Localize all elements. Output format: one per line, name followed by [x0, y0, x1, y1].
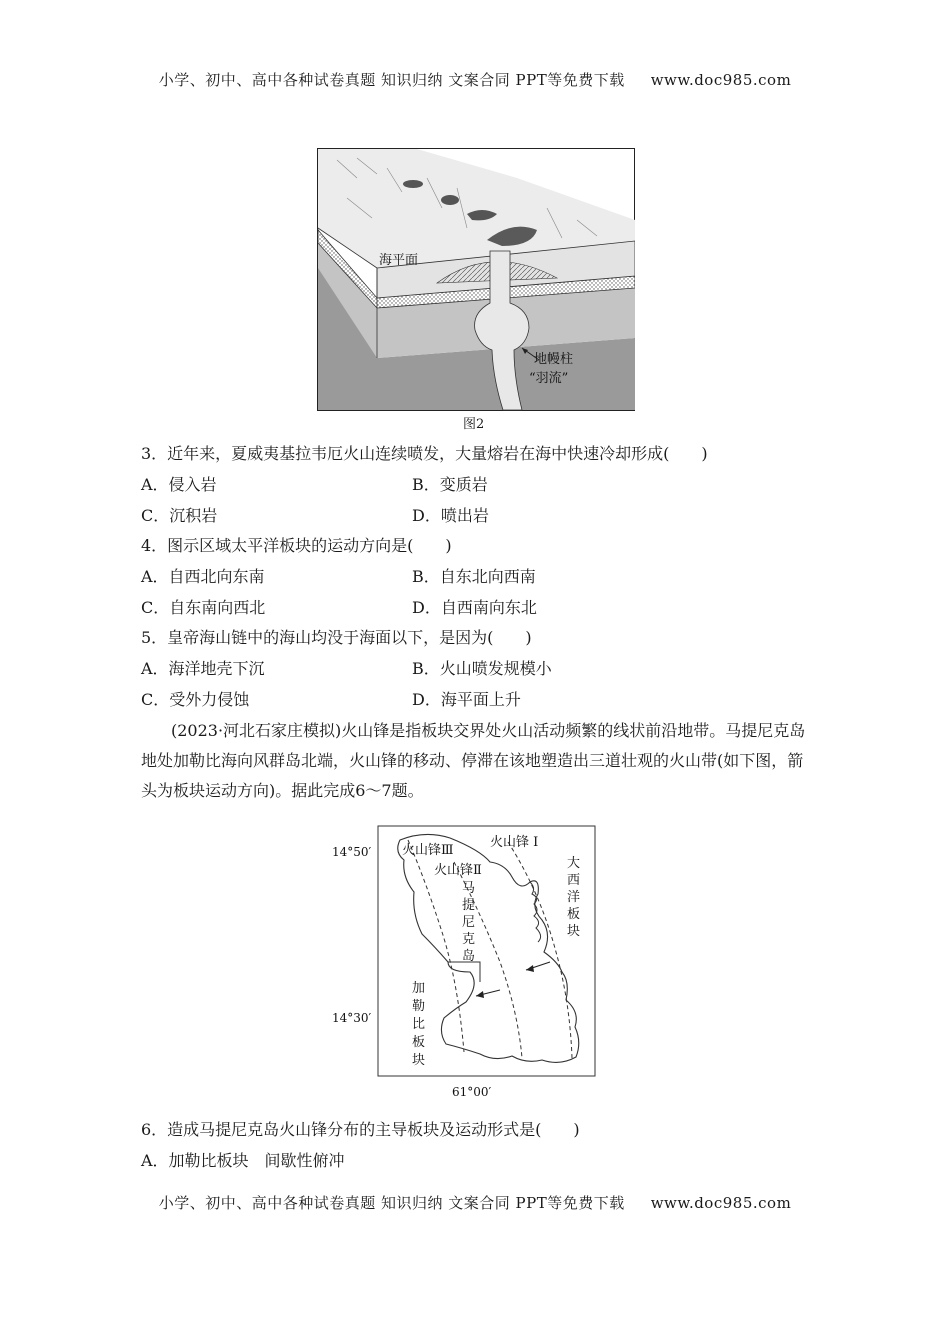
q6-option-a[interactable]: A．加勒比板块 间歇性俯冲 [141, 1151, 345, 1170]
martinique-volcanic-front-map [330, 822, 610, 1104]
vertical-label-char: 提 [462, 898, 476, 913]
label-front-2: 火山锋Ⅱ [434, 863, 482, 878]
label-lat-top: 14°50′ [332, 845, 372, 859]
page-footer [0, 1192, 950, 1213]
label-lon: 61°00′ [452, 1085, 492, 1099]
vertical-label-char: 克 [462, 932, 476, 947]
svg-text:马提尼克岛 [462, 881, 475, 964]
label-caribbean [412, 980, 425, 1068]
label-lat-bottom: 14°30′ [332, 1011, 372, 1025]
question-6-stem: 6．造成马提尼克岛火山锋分布的主导板块及运动形式是( ) [141, 1120, 580, 1139]
header-text: 小学、初中、高中各种试卷真题 知识归纳 文案合同 PPT等免费下载 [158, 71, 625, 89]
header-url: www.doc985.com [650, 71, 792, 89]
passage-text: (2023·河北石家庄模拟)火山锋是指板块交界处火山活动频繁的线状前沿地带。马提尼克岛地处加勒比海向风群岛北端，火山锋的移动、停滞在该地塑造出三道壮观的火山带(如下图，箭头为板块运动方向)。据此完成6～7题。 [141, 721, 806, 800]
vertical-label-char: 比 [412, 1017, 426, 1032]
q3-option-a[interactable]: A．侵入岩 [141, 475, 217, 494]
q4-option-b[interactable]: B．自东北向西南 [412, 567, 536, 586]
vertical-label-char: 板 [412, 1035, 426, 1050]
island-1 [403, 180, 423, 188]
vertical-label-char: 勒 [412, 999, 426, 1014]
vertical-label-char: 西 [567, 873, 581, 888]
label-atlantic [567, 855, 580, 939]
plume-label-1: 地幔柱 [534, 352, 574, 367]
vertical-label-char: 板 [567, 907, 581, 922]
svg-text:大西洋板块 [567, 855, 580, 939]
plume-label-2: “羽流” [529, 371, 569, 386]
vertical-label-char: 岛 [462, 949, 476, 964]
page-header [0, 69, 950, 90]
island-2 [441, 195, 459, 205]
question-4-stem: 4．图示区域太平洋板块的运动方向是( ) [141, 536, 452, 555]
q5-option-d[interactable]: D．海平面上升 [412, 690, 521, 709]
vertical-label-char: 尼 [462, 915, 476, 930]
q4-option-a[interactable]: A．自西北向东南 [141, 567, 265, 586]
vertical-label-char: 块 [412, 1053, 426, 1068]
q3-option-d[interactable]: D．喷出岩 [412, 506, 489, 525]
passage-paragraph [141, 716, 813, 806]
figure-2-caption: 图2 [463, 417, 485, 432]
q5-option-c[interactable]: C．受外力侵蚀 [141, 690, 250, 709]
vertical-label-char: 洋 [567, 890, 581, 905]
q4-option-d[interactable]: D．自西南向东北 [412, 598, 537, 617]
q3-option-c[interactable]: C．沉积岩 [141, 506, 218, 525]
vertical-label-char: 块 [567, 924, 581, 939]
label-island [462, 881, 475, 964]
q4-option-c[interactable]: C．自东南向西北 [141, 598, 266, 617]
vertical-label-char: 大 [567, 856, 581, 871]
svg-text:加勒比板块 [412, 980, 425, 1068]
question-3-stem: 3．近年来，夏威夷基拉韦厄火山连续喷发，大量熔岩在海中快速冷却形成( ) [141, 444, 708, 463]
q5-option-a[interactable]: A．海洋地壳下沉 [141, 659, 265, 678]
q3-option-b[interactable]: B．变质岩 [412, 475, 488, 494]
footer-url: www.doc985.com [650, 1194, 792, 1212]
sea-level-label: 海平面 [379, 253, 419, 268]
label-front-1: 火山锋 Ⅰ [490, 835, 539, 850]
footer-text: 小学、初中、高中各种试卷真题 知识归纳 文案合同 PPT等免费下载 [158, 1194, 625, 1212]
q5-option-b[interactable]: B．火山喷发规模小 [412, 659, 552, 678]
figure-2-block-diagram [317, 148, 635, 411]
vertical-label-char: 加 [412, 981, 426, 996]
label-front-3: 火山锋Ⅲ [402, 843, 454, 858]
question-5-stem: 5．皇帝海山链中的海山均没于海面以下，是因为( ) [141, 628, 532, 647]
vertical-label-char: 马 [462, 881, 476, 896]
